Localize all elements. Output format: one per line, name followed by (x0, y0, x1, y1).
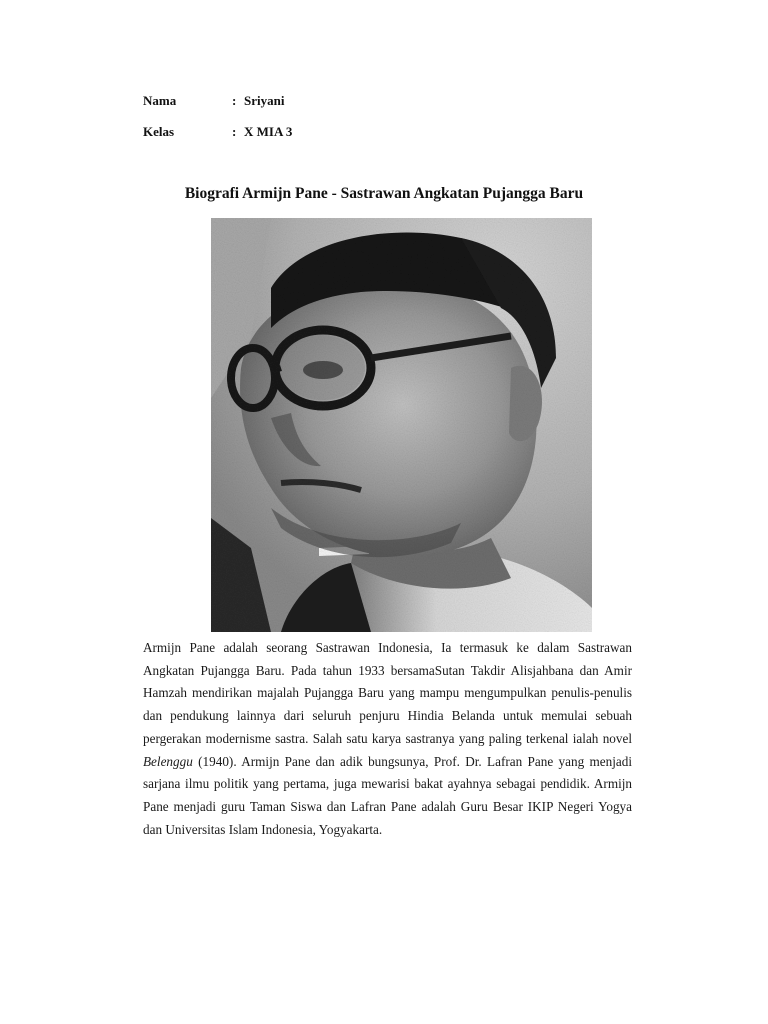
nama-value: Sriyani (244, 93, 285, 108)
portrait-photo (211, 218, 592, 632)
paragraph-text-part-2: (1940). Armijn Pane dan adik bungsunya, Prof. Dr. Lafran Pane yang menjadi sarjana ilmu politik yang pertama, juga mewarisi bakat ayahnya sebagai pendidik. Armijn Pane menjadi guru Taman Siswa dan Lafran Pane adalah Guru Besar IKIP Negeri Yogya dan Universitas Islam Indonesia, Yogyakarta. (143, 753, 632, 837)
biography-paragraph (143, 637, 632, 841)
novel-title-italic: Belenggu (143, 753, 193, 769)
document-title: Biografi Armijn Pane - Sastrawan Angkatan Pujangga Baru (184, 185, 584, 202)
kelas-separator: : (232, 124, 237, 139)
kelas-label: Kelas (143, 124, 175, 139)
portrait-image (211, 218, 592, 632)
paragraph-text-part-1: Armijn Pane adalah seorang Sastrawan Indonesia, Ia termasuk ke dalam Sastrawan Angkatan Pujangga Baru. Pada tahun 1933 bersamaSutan Takdir Alisjahbana dan Amir Hamzah mendirikan majalah Pujangga Baru yang mampu mengumpulkan penulis-penulis dan pendukung lainnya dari seluruh penjuru Hindia Belanda untuk memulai sebuah pergerakan modernisme sastra. Salah satu karya sastranya yang paling terkenal ialah novel (143, 640, 632, 746)
nama-row (143, 93, 284, 109)
nama-separator: : (232, 93, 237, 108)
kelas-row (143, 124, 292, 140)
nama-label: Nama (143, 93, 177, 108)
kelas-value: X MIA 3 (244, 124, 293, 139)
